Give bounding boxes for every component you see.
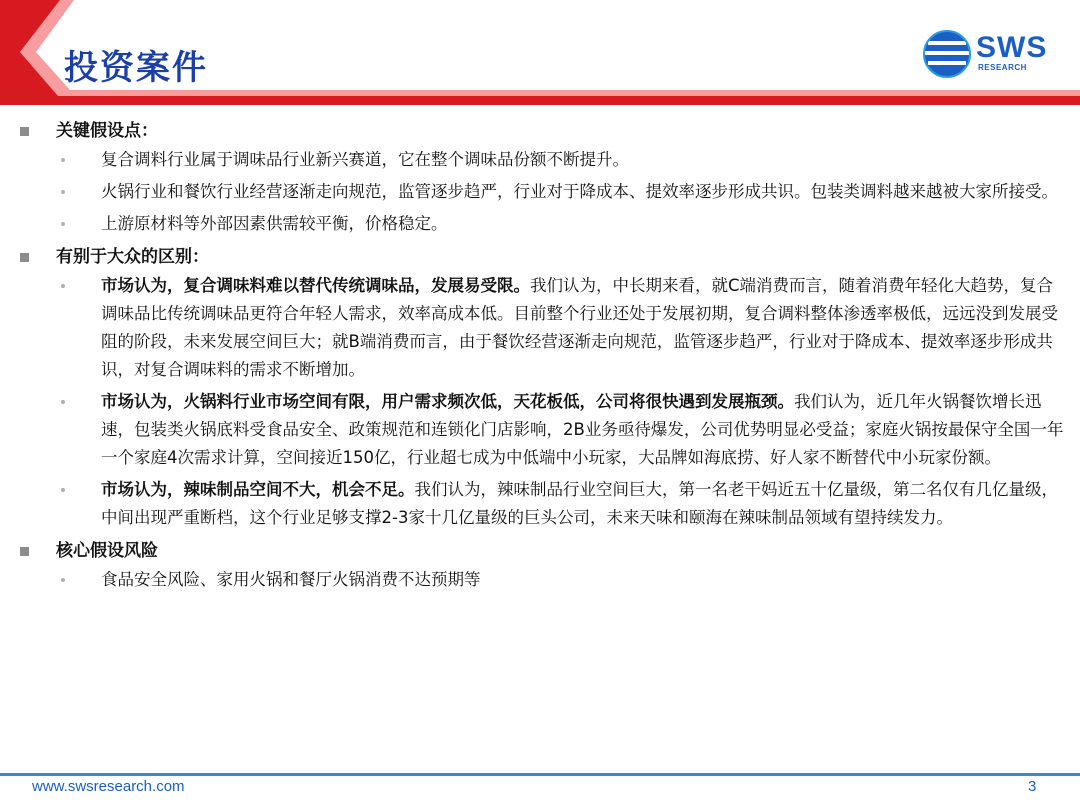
- item-text: 我们认为，近几年火锅餐饮增长迅速，包装类火锅底料受食品安全、政策规范和连锁化门店影响，2B业务亟待爆发，公司优势明显必受益；家庭火锅按最保守全国一年一个家庭4次需求计算，空间接近150亿，行业超七成为中低端中小玩家，大品牌如海底捞、好人家不断替代中小玩家份额。: [101, 392, 1064, 467]
- logo-subtitle: RESEARCH: [978, 63, 1027, 72]
- item-bold-text: 市场认为，辣味制品空间不大，机会不足。: [101, 480, 415, 499]
- sws-globe-icon: [922, 29, 972, 79]
- footer-divider: [0, 773, 1080, 776]
- item-text: 上游原材料等外部因素供需较平衡，价格稳定。: [101, 214, 448, 233]
- item-bold-text: 市场认为，复合调味料难以替代传统调味品，发展易受限。: [101, 276, 530, 295]
- item-text: 火锅行业和餐饮行业经营逐渐走向规范，监管逐步趋严，行业对于降成本、提效率逐步形成共识。包装类调料越来越被大家所接受。: [101, 182, 1058, 201]
- section-heading-text: 核心假设风险: [56, 541, 158, 561]
- section-heading-text: 关键假设点：: [56, 121, 158, 141]
- list-item: [0, 476, 1080, 532]
- page-number: 3: [1028, 778, 1037, 795]
- list-item: [0, 272, 1080, 384]
- list-item: [0, 146, 1080, 174]
- section-heading-text: 有别于大众的区别：: [56, 247, 209, 267]
- item-text: 食品安全风险、家用火锅和餐厅火锅消费不达预期等: [101, 570, 481, 589]
- bullet-dot-icon: [61, 578, 65, 582]
- list-item: [0, 566, 1080, 594]
- item-text: 我们认为，中长期来看，就C端消费而言，随着消费年轻化大趋势，复合调味品比传统调味品更符合年轻人需求，效率高成本低。目前整个行业还处于发展初期，复合调料整体渗透率极低，远远没到发展受阻的阶段，未来发展空间巨大；就B端消费而言，由于餐饮经营逐渐走向规范，监管逐步趋严，行业对于降成本、提效率逐步形成共识，对复合调味料的需求不断增加。: [101, 276, 1058, 379]
- list-item: [0, 388, 1080, 472]
- square-bullet-icon: [20, 127, 29, 136]
- slide-header: [0, 0, 1080, 110]
- bullet-dot-icon: [61, 190, 65, 194]
- sws-logo: [922, 27, 1062, 81]
- logo-wordmark: SWS: [976, 31, 1048, 64]
- bullet-dot-icon: [61, 400, 65, 404]
- slide-content: [0, 116, 1080, 598]
- section-heading: [0, 242, 1080, 272]
- item-text: 复合调料行业属于调味品行业新兴赛道，它在整个调味品份额不断提升。: [101, 150, 629, 169]
- square-bullet-icon: [20, 253, 29, 262]
- bullet-dot-icon: [61, 488, 65, 492]
- footer-website-link[interactable]: www.swsresearch.com: [32, 778, 185, 795]
- bullet-dot-icon: [61, 284, 65, 288]
- list-item: [0, 178, 1080, 206]
- bullet-dot-icon: [61, 222, 65, 226]
- bullet-dot-icon: [61, 158, 65, 162]
- page-title: 投资案件: [64, 48, 208, 88]
- square-bullet-icon: [20, 547, 29, 556]
- list-item: [0, 210, 1080, 238]
- item-text: 我们认为，辣味制品行业空间巨大，第一名老干妈近五十亿量级，第二名仅有几亿量级，中间出现严重断档，这个行业足够支撑2-3家十几亿量级的巨头公司，未来天味和颐海在辣味制品领域有望持续发力。: [101, 480, 1058, 527]
- section-heading: [0, 116, 1080, 146]
- item-bold-text: 市场认为，火锅料行业市场空间有限，用户需求频次低，天花板低，公司将很快遇到发展瓶颈。: [101, 392, 794, 411]
- section-heading: [0, 536, 1080, 566]
